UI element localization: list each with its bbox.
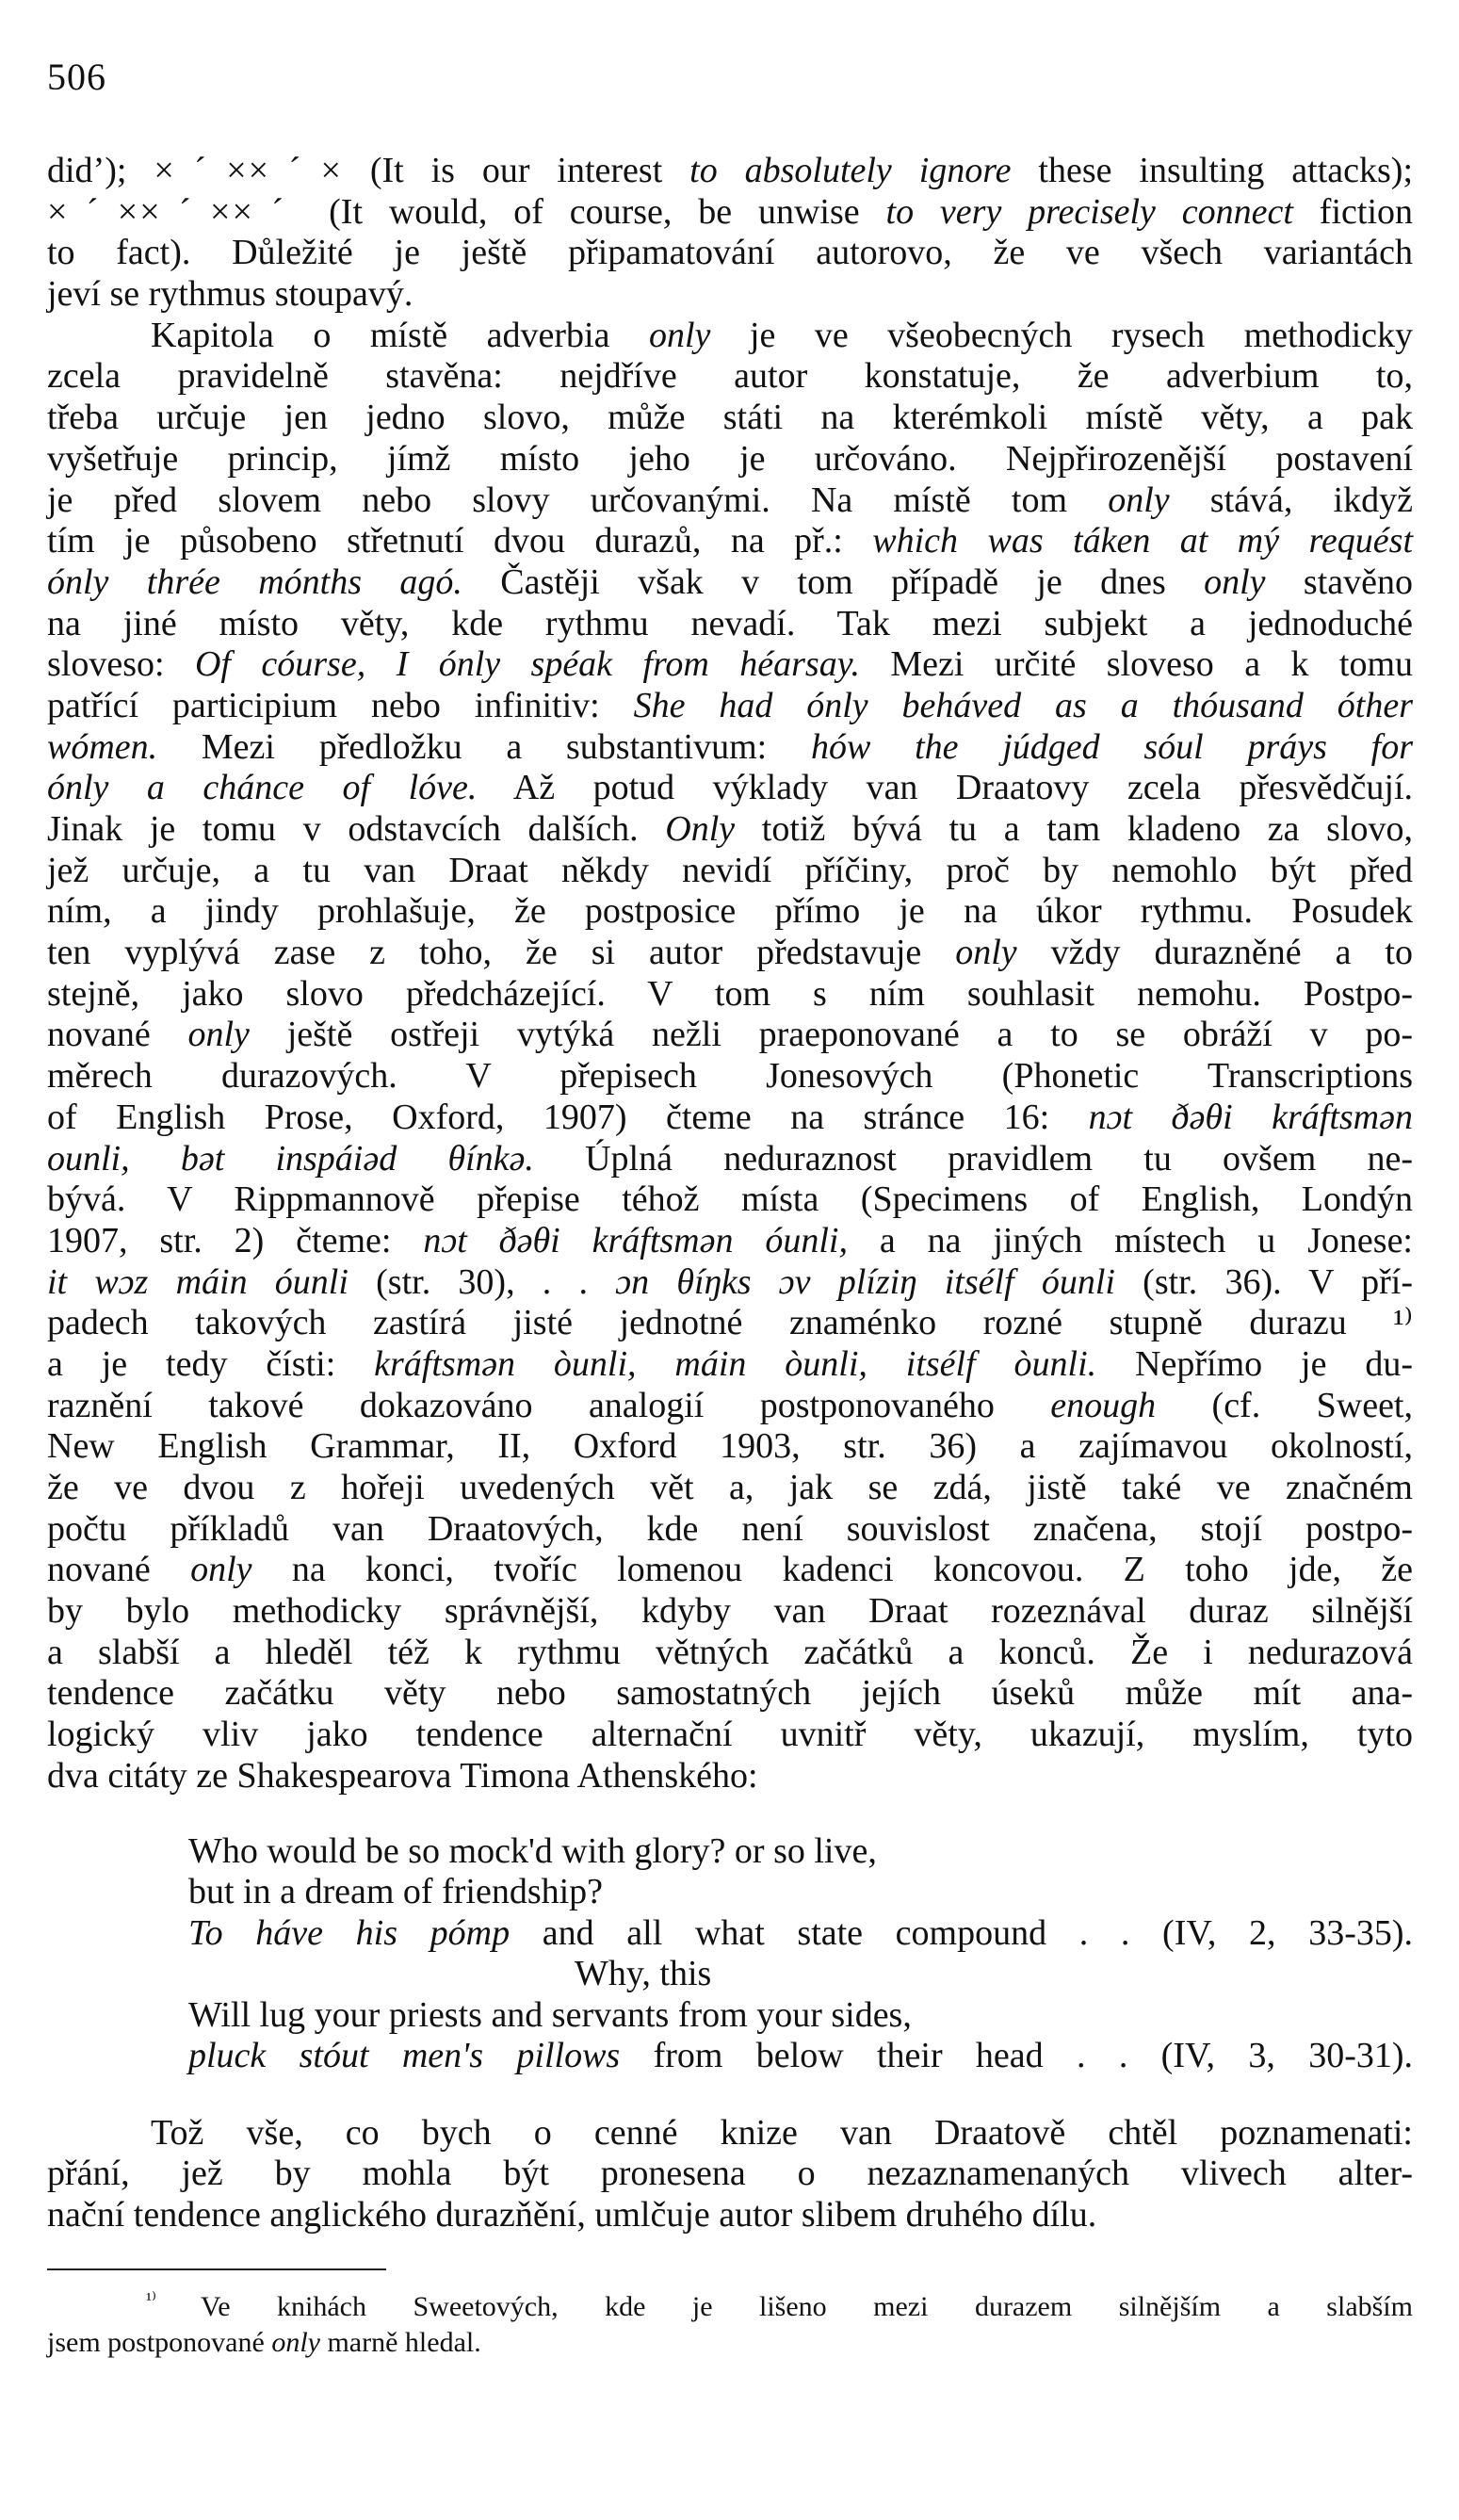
paragraph-2: [47, 316, 1413, 1797]
italic-text: ónly a chánce of lóve.: [47, 768, 478, 808]
italic-text: only: [955, 933, 1017, 973]
text-segment: marně hledal.: [319, 2326, 481, 2358]
text-line: [47, 1509, 1413, 1551]
text-line: [47, 1056, 1413, 1097]
text-segment: by bylo methodicky správnější, kdyby van Draat rozeznával duraz silnější: [47, 1591, 1413, 1632]
rhythm-notation: ×ˊ××ˊ××ˊ: [47, 191, 303, 232]
text-segment: tendence začátku věty nebo samostatných jejích úseků může mít ana-: [47, 1673, 1413, 1714]
italic-text: which was táken at mý requést: [872, 521, 1413, 561]
footnote-divider: [47, 2268, 386, 2270]
text-line: [47, 1344, 1413, 1386]
text-segment: Tož vše, co bych o cenné knize van Draatově chtěl poznamenati:: [151, 2112, 1413, 2153]
text-segment: Mezi předložku a substantivum:: [157, 726, 811, 767]
text-line: [47, 151, 1413, 192]
text-segment: že ve dvou z hořeji uvedených vět a, jak se zdá, jistě také ve značném: [47, 1468, 1413, 1507]
text-segment: totiž bývá tu a tam kladeno za slovo,: [735, 809, 1414, 849]
text-segment: zcela pravidelně stavěna: nejdříve autor konstatuje, že adverbium to,: [47, 356, 1413, 397]
text-segment: Who would be so mock'd with glory? or so live,: [188, 1830, 877, 1871]
text-segment: ještě ostřeji vytýká nežli praeponované a to se obráží v po-: [249, 1015, 1414, 1055]
text-segment: jsem postponované: [47, 2326, 272, 2358]
text-segment: měrech durazových. V přepisech Jonesových (Phonetic Transcriptions: [47, 1056, 1413, 1097]
text-segment: Úplná neduraznost pravidlem tu ovšem ne-: [533, 1138, 1413, 1179]
italic-text: enough: [1050, 1385, 1157, 1425]
text-line: [47, 562, 1413, 604]
text-line: [47, 809, 1413, 851]
italic-text: nɔt ðəθi kráftsmən: [1088, 1097, 1413, 1137]
text-segment: stejně, jako slovo předcházející. V tom s ním souhlasit nemohu. Postpo-: [47, 973, 1413, 1014]
text-segment: didʼ);: [47, 151, 154, 190]
italic-text: pluck stóut men's pillows: [188, 2036, 621, 2075]
text-line: [47, 644, 1413, 686]
text-segment: jež určuje, a tu van Draat někdy nevidí příčiny, proč by nemohlo být před: [47, 850, 1413, 890]
text-segment: ten vyplývá zase z toho, že si autor představuje: [47, 933, 956, 973]
italic-text: only: [190, 1550, 252, 1590]
text-line: [47, 274, 1413, 316]
text-line: [47, 1139, 1413, 1180]
text-segment: and all what state compound . . (IV, 2, 33-35).: [510, 1912, 1413, 1953]
text-line: [47, 604, 1413, 645]
text-line: [47, 1426, 1413, 1468]
text-segment: nované: [47, 1015, 188, 1055]
verse-line: [47, 1872, 1413, 1913]
text-line: [47, 768, 1413, 809]
text-line: [47, 686, 1413, 727]
text-segment: stavěno: [1265, 561, 1414, 602]
text-segment: (str. 36). V pří-: [1114, 1261, 1413, 1302]
text-segment: ním, a jindy prohlašuje, že postposice přímo je na úkor rythmu. Posudek: [47, 891, 1413, 932]
page-number: 506: [47, 56, 106, 98]
text-segment: (It would, of course, be unwise: [302, 191, 886, 232]
italic-text: only: [648, 315, 711, 355]
text-segment: třeba určuje jen jedno slovo, může státi na kterémkoli místě věty, a pak: [47, 398, 1413, 438]
text-line: [47, 521, 1413, 562]
text-segment: jeví se rythmus stoupavý.: [47, 274, 413, 315]
text-line: [47, 398, 1413, 439]
text-line: [47, 727, 1413, 769]
text-line: [47, 2113, 1413, 2154]
italic-text: kráftsmən òunli, máin òunli, itsélf òunli.: [374, 1343, 1097, 1384]
text-line: [47, 1262, 1413, 1304]
text-segment: (cf. Sweet,: [1156, 1385, 1413, 1425]
text-line: [47, 1386, 1413, 1427]
text-segment: (str. 30), . .: [348, 1261, 616, 1302]
text-line: [47, 1715, 1413, 1756]
italic-text: to very precisely connect: [885, 191, 1293, 232]
text-segment: nované: [47, 1550, 191, 1590]
text-segment: nační tendence anglického durazňění, umlčuje autor slibem druhého dílu.: [47, 2194, 1097, 2235]
text-segment: 1907, str. 2) čteme:: [47, 1220, 424, 1260]
text-segment: Mezi určité sloveso a k tomu: [859, 644, 1414, 685]
text-segment: vždy durazněné a to: [1016, 933, 1413, 973]
text-segment: Nepřímo je du-: [1096, 1343, 1413, 1384]
document-page: [47, 0, 1413, 2520]
text-segment: je ve všeobecných rysech methodicky: [710, 315, 1413, 355]
text-line: [47, 2154, 1413, 2195]
text-segment: but in a dream of friendship?: [188, 1872, 604, 1911]
text-segment: Až potud výklady van Draatovy zcela přesvědčují.: [477, 768, 1413, 808]
text-line: [47, 356, 1413, 398]
text-line: [47, 316, 1413, 357]
text-segment: přání, jež by mohla být pronesena o nezaznamenaných vlivech alter-: [47, 2154, 1413, 2194]
italic-text: only: [271, 2326, 320, 2358]
text-line: [47, 1015, 1413, 1056]
text-segment: Why, this: [575, 1954, 712, 1993]
text-line: [47, 1591, 1413, 1633]
text-segment: these insulting attacks);: [1011, 151, 1414, 190]
italic-text: nɔt ðəθi kráftsmən óunli,: [423, 1220, 848, 1260]
text-segment: New English Grammar, II, Oxford 1903, str. 36) a zajímavou okolností,: [47, 1426, 1413, 1467]
text-line: [47, 1097, 1413, 1139]
italic-text: only: [187, 1015, 250, 1055]
text-line: [47, 891, 1413, 933]
text-line: [47, 1673, 1413, 1715]
footnote-marker: ¹⁾: [146, 2288, 201, 2310]
text-line: [47, 974, 1413, 1016]
italic-text: only: [1108, 480, 1170, 520]
text-segment: Kapitola o místě adverbia: [151, 315, 649, 355]
text-segment: je před slovem nebo slovy určovanými. Na místě tom: [47, 480, 1109, 520]
text-segment: a je tedy čísti:: [47, 1343, 375, 1384]
italic-text: hów the júdged sóul práys for: [810, 726, 1414, 767]
verse-line: [47, 1954, 1413, 1995]
text-segment: sloveso:: [47, 644, 195, 685]
verse-line: [47, 1831, 1413, 1873]
text-segment: stává, ikdyž: [1169, 480, 1413, 520]
italic-text: ounli, bət inspáiəd θínkə.: [47, 1138, 534, 1179]
text-line: [47, 192, 1413, 234]
text-line: [47, 439, 1413, 480]
text-segment: (It is our interest: [342, 151, 690, 190]
text-segment: a slabší a hleděl též k rythmu větných začátků a konců. Že i nedurazová: [47, 1632, 1413, 1672]
paragraph-3: [47, 2113, 1413, 2236]
italic-text: only: [1204, 561, 1266, 602]
body-text: [47, 151, 1413, 2361]
text-segment: raznění takové dokazováno analogií postponovaného: [47, 1385, 1051, 1425]
rhythm-notation: ×ˊ××ˊ×: [154, 151, 343, 190]
text-line: [47, 233, 1413, 274]
text-line: [47, 1756, 1413, 1797]
italic-text: it wɔz máin óunli: [47, 1261, 349, 1302]
footnote: [47, 2289, 1413, 2361]
text-segment: Ve knihách Sweetových, kde je lišeno mezi durazem silnějším a slabším: [200, 2290, 1413, 2322]
text-line: [47, 851, 1413, 892]
verse-line: [47, 1995, 1413, 2037]
text-line: [47, 1468, 1413, 1509]
text-segment: dva citáty ze Shakespearova Timona Athenského:: [47, 1755, 758, 1796]
text-segment: to fact). Důležité je ještě připamatování autorovo, že ve všech variantách: [47, 233, 1413, 273]
text-segment: logický vliv jako tendence alternační uvnitř věty, ukazují, myslím, tyto: [47, 1715, 1413, 1755]
italic-text: ɔn θíŋks ɔv plíziŋ itsélf óunli: [615, 1261, 1115, 1302]
text-line: [47, 2195, 1413, 2236]
text-line: [47, 1179, 1413, 1221]
text-line: [47, 480, 1413, 522]
verse-line: [47, 1913, 1413, 1955]
text-segment: from below their head . . (IV, 3, 30-31).: [620, 2036, 1413, 2075]
text-segment: počtu příkladů van Draatových, kde není souvislost značena, stojí postpo-: [47, 1508, 1413, 1549]
text-line: [47, 1633, 1413, 1674]
text-segment: vyšetřuje princip, jímž místo jeho je určováno. Nejpřirozenější postavení: [47, 438, 1413, 479]
italic-text: To háve his pómp: [188, 1912, 511, 1953]
text-segment: na konci, tvoříc lomenou kadenci koncovou. Z toho jde, že: [251, 1550, 1414, 1590]
text-segment: bývá. V Rippmannově přepise téhož místa (Specimens of English, Londýn: [47, 1179, 1413, 1220]
text-segment: a na jiných místech u Jonese:: [847, 1220, 1413, 1260]
italic-text: wómen.: [47, 726, 158, 767]
footnote-line: [47, 2289, 1413, 2325]
text-line: [47, 933, 1413, 974]
text-segment: Častěji však v tom případě je dnes: [462, 561, 1205, 602]
text-line: [47, 1221, 1413, 1262]
italic-text: ónly thrée mónths agó.: [47, 561, 462, 602]
text-line: [47, 1303, 1413, 1344]
text-segment: padech takových zastírá jisté jednotné znaménko rozné stupně durazu ¹⁾: [47, 1303, 1413, 1343]
verse-line: [47, 2036, 1413, 2077]
footnote-line: [47, 2325, 1413, 2361]
italic-text: Of cóurse, I ónly spéak from héarsay.: [194, 644, 860, 685]
text-segment: na jiné místo věty, kde rythmu nevadí. Tak mezi subjekt a jednoduché: [47, 603, 1413, 643]
text-segment: patřící participium nebo infinitiv:: [47, 685, 634, 725]
text-segment: of English Prose, Oxford, 1907) čteme na stránce 16:: [47, 1097, 1089, 1137]
italic-text: Only: [665, 809, 736, 849]
text-segment: Jinak je tomu v odstavcích dalších.: [47, 809, 666, 849]
text-segment: fiction: [1292, 191, 1414, 232]
verse-quotation: [47, 1831, 1413, 2077]
text-segment: Will lug your priests and servants from your sides,: [188, 1994, 912, 2035]
paragraph-1: [47, 151, 1413, 316]
text-segment: tím je působeno střetnutí dvou durazů, na př.:: [47, 521, 873, 561]
italic-text: to absolutely ignore: [689, 151, 1012, 190]
text-line: [47, 1550, 1413, 1591]
italic-text: She had ónly beháved as a thóusand óther: [633, 685, 1414, 725]
